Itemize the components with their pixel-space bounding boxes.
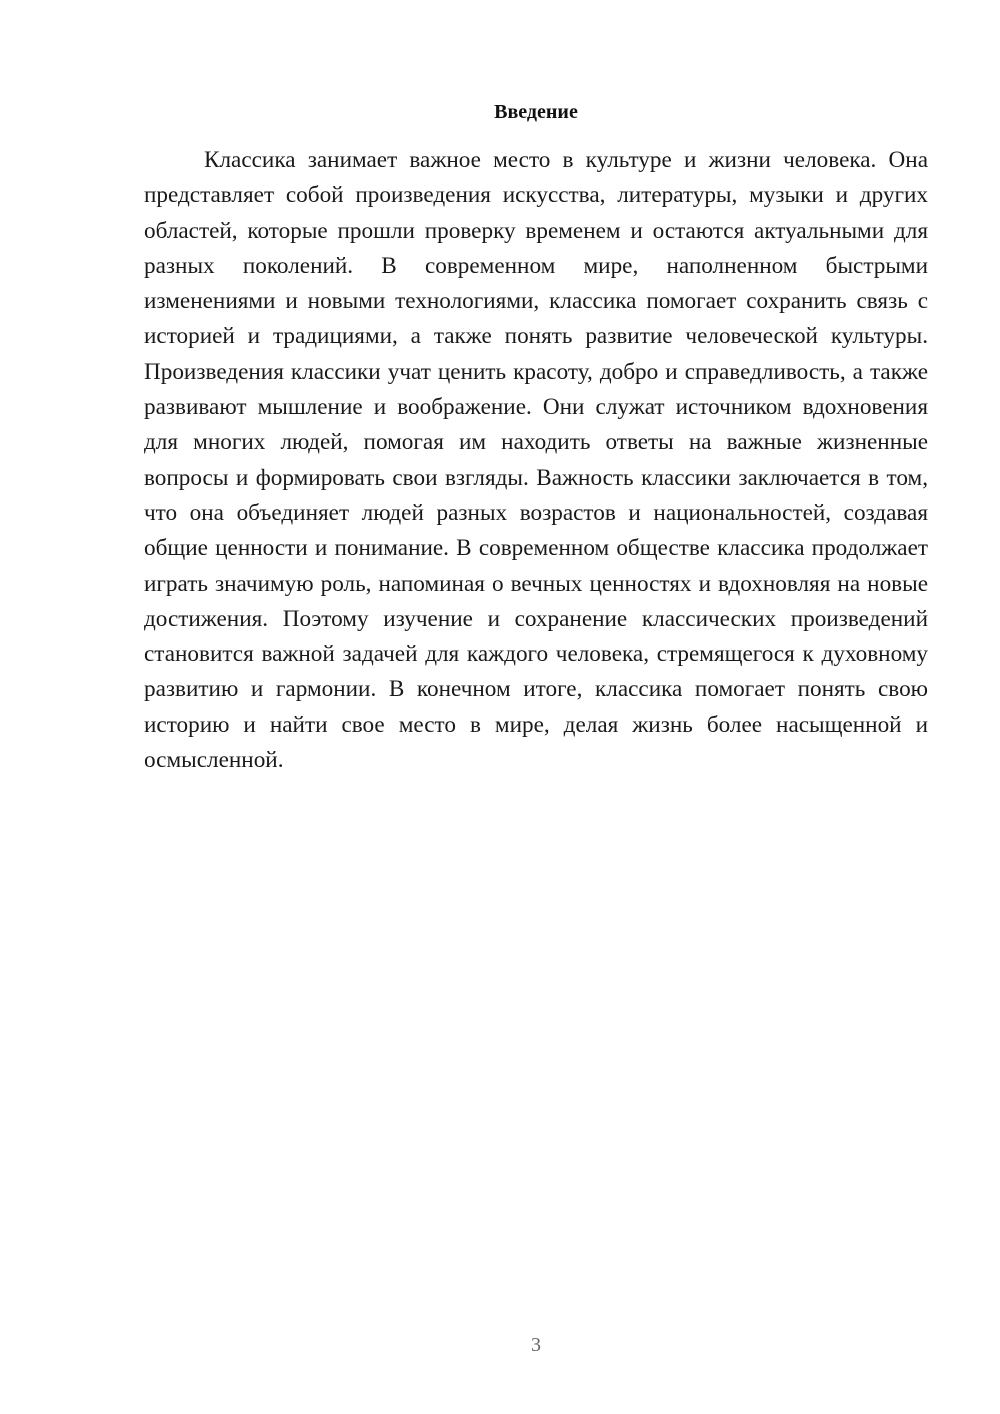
section-heading: Введение — [494, 101, 578, 123]
page-number: 3 — [531, 1334, 541, 1356]
body-paragraph: Классика занимает важное место в культуре и жизни человека. Она представляет собой произведения искусства, литературы, музыки и других областей, которые прошли проверку временем и остаются актуальными для разных поколений. В современном мире, наполненном быстрыми изменениями и новыми технологиями, классика помогает сохранить связь с историей и традициями, а также понять развитие человеческой культуры. Произведения классики учат ценить красоту, добро и справедливость, а также развивают мышление и воображение. Они служат источником вдохновения для многих людей, помогая им находить ответы на важные жизненные вопросы и формировать свои взгляды. Важность классики заключается в том, что она объединяет людей разных возрастов и национальностей, создавая общие ценности и понимание. В современном обществе классика продолжает играть значимую роль, напоминая о вечных ценностях и вдохновляя на новые достижения. Поэтому изучение и сохранение классических произведений становится важной задачей для каждого человека, стремящегося к духовному развитию и гармонии. В конечном итоге, классика помогает понять свою историю и найти свое место в мире, делая жизнь более насыщенной и осмысленной. — [144, 147, 928, 774]
